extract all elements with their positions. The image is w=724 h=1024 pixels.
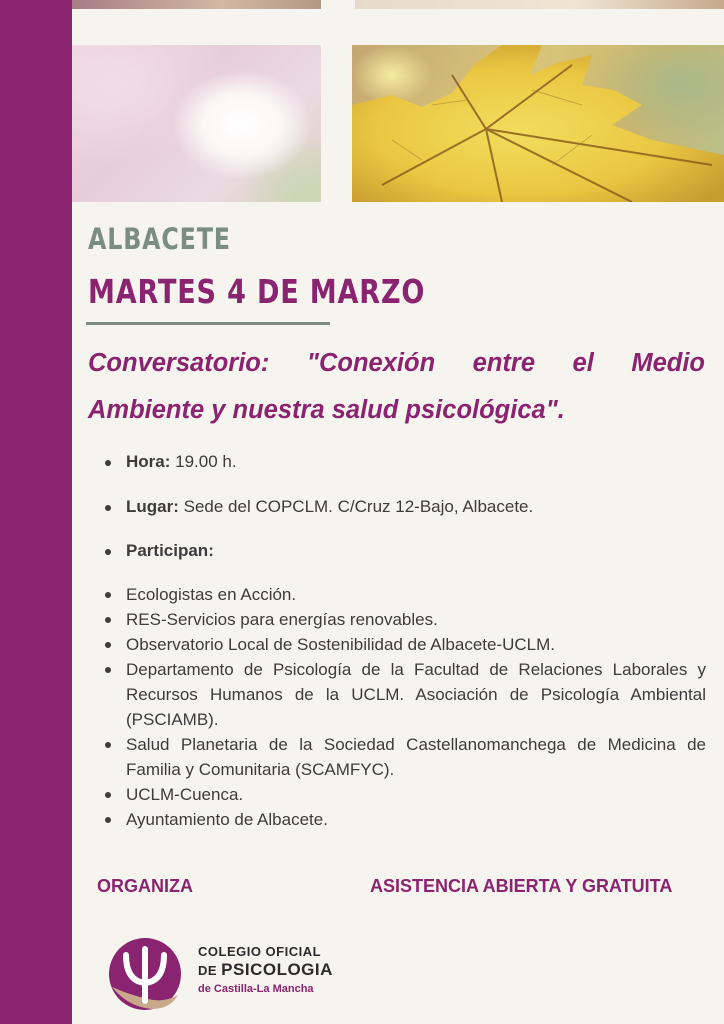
hora-value: 19.00 h. bbox=[170, 452, 237, 471]
participants-list bbox=[126, 582, 706, 832]
autumn-leaf-photo bbox=[352, 45, 724, 202]
top-left-photo-strip bbox=[72, 0, 321, 9]
heading-divider bbox=[86, 322, 330, 325]
org-name-region: de Castilla-La Mancha bbox=[198, 983, 314, 995]
detail-participan bbox=[126, 539, 706, 563]
maple-leaf-icon bbox=[352, 45, 724, 202]
list-item: UCLM-Cuenca. bbox=[126, 782, 706, 807]
event-title: Conversatorio: "Conexión entre el Medio Ambiente y nuestra salud psicológica". bbox=[88, 349, 705, 424]
organiza-label: ORGANIZA bbox=[97, 876, 193, 896]
list-item: RES-Servicios para energías renovables. bbox=[126, 607, 706, 632]
participan-label: Participan: bbox=[126, 541, 214, 560]
list-item: Ayuntamiento de Albacete. bbox=[126, 807, 706, 832]
list-item: Departamento de Psicología de la Facultad de Relaciones Laborales y Recursos Humanos de la UCLM. Asociación de Psicología Ambiental (PSCIAMB). bbox=[126, 657, 706, 732]
top-right-photo-strip bbox=[355, 0, 724, 9]
bullet-lugar bbox=[105, 505, 111, 511]
bullet-participan bbox=[105, 549, 111, 555]
org-name-prefix: DE bbox=[198, 963, 222, 978]
list-item: Salud Planetaria de la Sociedad Castellanomanchega de Medicina de Familia y Comunitaria (SCAMFYC). bbox=[126, 732, 706, 782]
bullet-hora bbox=[105, 460, 111, 466]
detail-hora bbox=[126, 450, 706, 474]
asistencia-label: ASISTENCIA ABIERTA Y GRATUITA bbox=[370, 876, 673, 896]
psi-logo-icon bbox=[108, 937, 182, 1011]
org-name-line2 bbox=[198, 960, 333, 980]
org-name-line1: COLEGIO OFICIAL bbox=[198, 944, 322, 959]
list-item: Ecologistas en Acción. bbox=[126, 582, 706, 607]
org-name-psicologia: PSICOLOGIA bbox=[221, 960, 333, 979]
list-item: Observatorio Local de Sostenibilidad de Albacete-UCLM. bbox=[126, 632, 706, 657]
hora-label: Hora: bbox=[126, 452, 171, 471]
lugar-value: Sede del COPCLM. C/Cruz 12-Bajo, Albacete. bbox=[178, 497, 534, 516]
lugar-label: Lugar: bbox=[126, 497, 179, 516]
date-heading: MARTES 4 DE MARZO bbox=[88, 272, 426, 311]
detail-lugar bbox=[126, 495, 706, 519]
blossom-photo bbox=[72, 45, 321, 202]
city-heading: ALBACETE bbox=[88, 222, 231, 256]
sidebar-band bbox=[0, 0, 72, 1024]
